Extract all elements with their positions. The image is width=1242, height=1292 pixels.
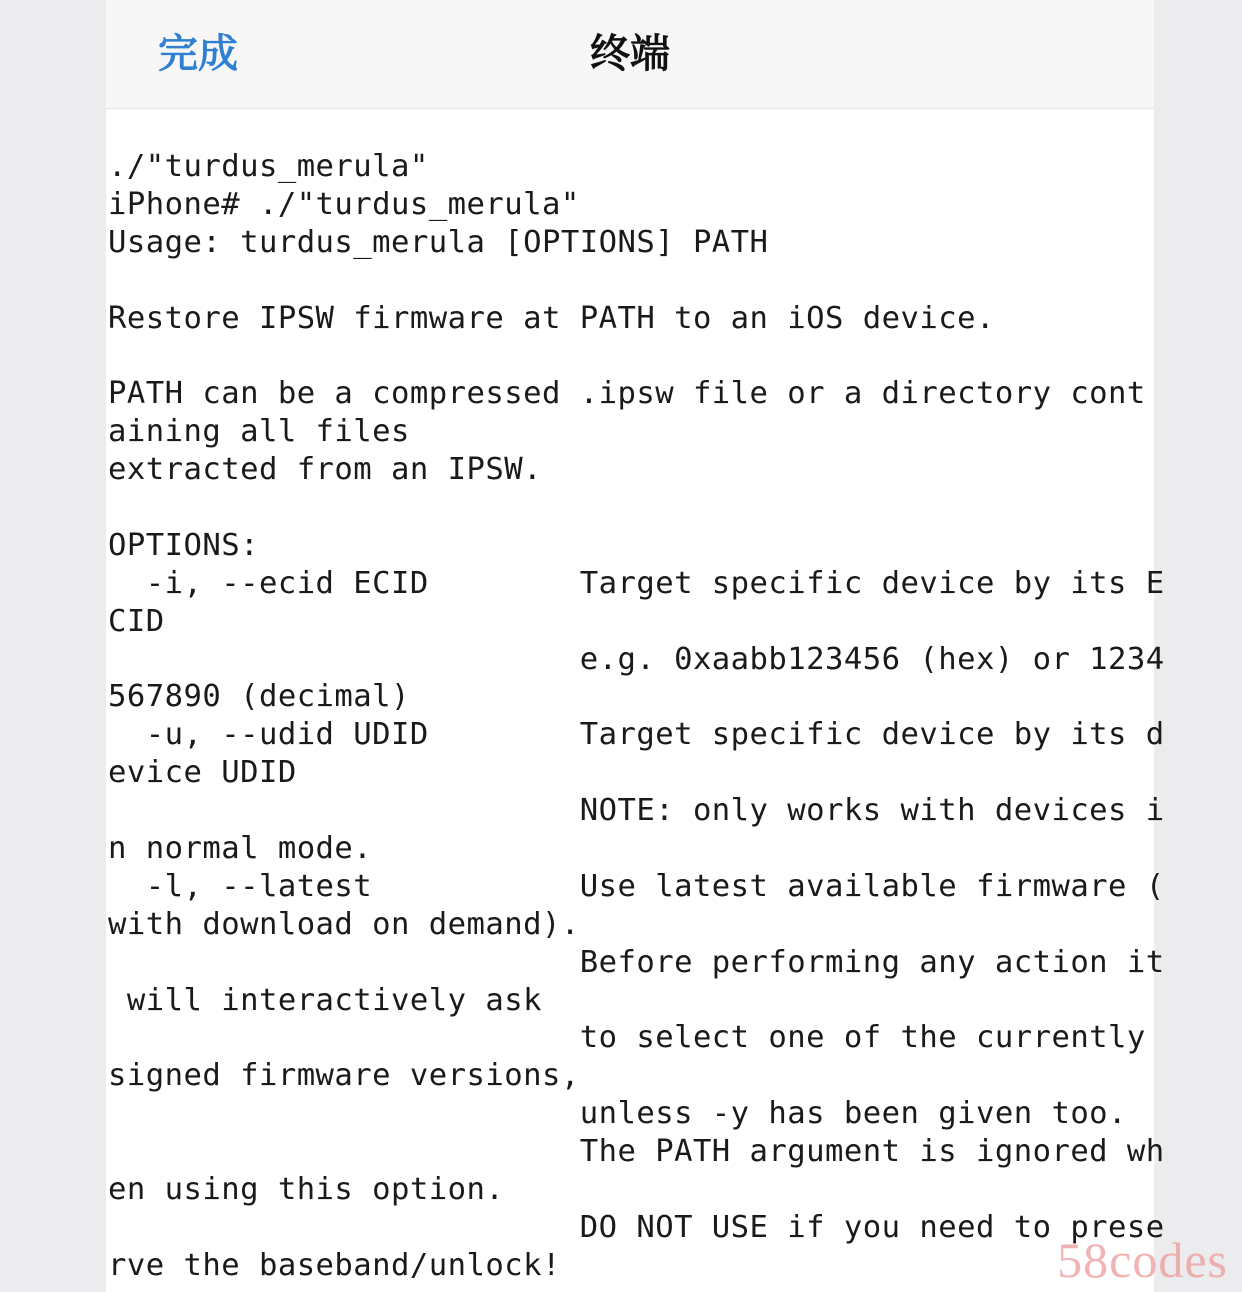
terminal-line: Usage: turdus_merula [OPTIONS] PATH xyxy=(108,224,769,260)
terminal-line xyxy=(108,489,1148,527)
terminal-line: will interactively ask xyxy=(108,982,542,1018)
terminal-line: to select one of the currently xyxy=(108,1020,1146,1056)
terminal-line: 567890 (decimal) xyxy=(108,679,410,715)
terminal-line xyxy=(108,262,1148,300)
done-button[interactable]: 完成 xyxy=(158,31,238,77)
page-title: 终端 xyxy=(590,31,670,77)
watermark: 58codes xyxy=(1057,1232,1228,1288)
terminal-line xyxy=(108,337,1148,375)
terminal-line: -u, --udid UDID Target specific device by its d xyxy=(108,717,1165,753)
terminal-line: PATH can be a compressed .ipsw file or a directory cont xyxy=(108,376,1146,412)
terminal-line: Before performing any action it xyxy=(108,944,1165,980)
terminal-line: e.g. 0xaabb123456 (hex) or 1234 xyxy=(108,641,1165,677)
terminal-line: iPhone# ./"turdus_merula" xyxy=(108,186,580,222)
terminal-line: Restore IPSW firmware at PATH to an iOS device. xyxy=(108,300,995,336)
terminal-line: rve the baseband/unlock! xyxy=(108,1247,561,1283)
terminal-line: n normal mode. xyxy=(108,831,373,867)
terminal-line: CID xyxy=(108,603,165,639)
terminal-line: -l, --latest Use latest available firmware ( xyxy=(108,868,1165,904)
terminal-line: aining all files xyxy=(108,414,410,450)
terminal-line: NOTE: only works with devices i xyxy=(108,793,1165,829)
terminal-line: unless -y has been given too. xyxy=(108,1096,1127,1132)
terminal-line: signed firmware versions, xyxy=(108,1058,580,1094)
terminal-line: OPTIONS: xyxy=(108,527,259,563)
terminal-line: ./"turdus_merula" xyxy=(108,149,429,184)
terminal-line: -i, --ecid ECID Target specific device by its E xyxy=(108,565,1165,601)
terminal-output[interactable] xyxy=(108,148,1165,1285)
terminal-line: The PATH argument is ignored wh xyxy=(108,1134,1165,1170)
navigation-bar xyxy=(106,0,1154,109)
terminal-line: en using this option. xyxy=(108,1172,505,1208)
terminal-line: DO NOT USE if you need to prese xyxy=(108,1209,1165,1245)
terminal-line: extracted from an IPSW. xyxy=(108,452,542,488)
terminal-line: evice UDID xyxy=(108,755,297,791)
terminal-line: with download on demand). xyxy=(108,906,580,942)
